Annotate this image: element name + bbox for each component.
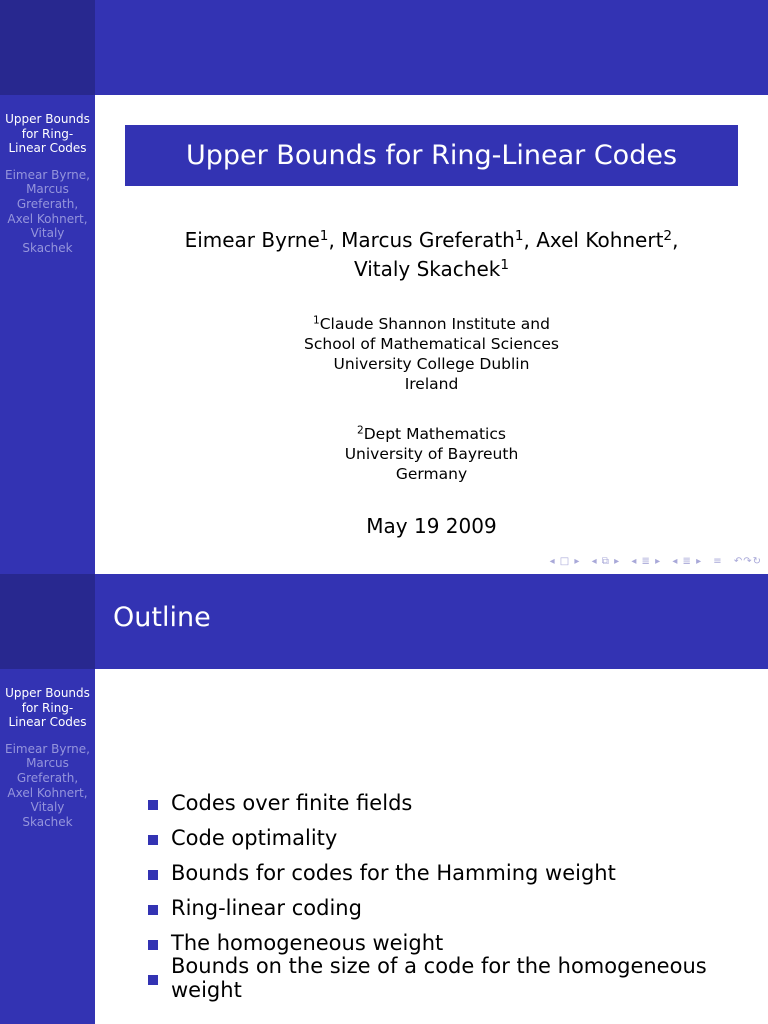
presentation-date: May 19 2009 — [366, 514, 497, 538]
presentation-title — [125, 125, 738, 186]
list-item-text: Bounds for codes for the Hamming weight — [171, 860, 616, 885]
author-name: Axel Kohnert — [536, 228, 664, 252]
sidebar — [0, 95, 95, 574]
list-item-text: Bounds on the size of a code for the homogeneous weight — [171, 953, 707, 1002]
square-bullet-icon — [148, 870, 158, 880]
sidebar-authors[interactable]: Eimear Byrne, Marcus Greferath, Axel Kohnert, Vitaly Skachek — [5, 741, 90, 829]
sidebar-title[interactable]: Upper Bounds for Ring-Linear Codes — [5, 686, 90, 730]
affiliation-line: University of Bayreuth — [344, 445, 519, 463]
list-item — [148, 855, 768, 890]
square-bullet-icon — [148, 835, 158, 845]
author-sup: 1 — [500, 257, 510, 274]
affiliation-line: Germany — [395, 465, 468, 483]
author-name: Marcus Greferath — [341, 228, 515, 252]
list-item — [148, 820, 768, 855]
outline-slide — [0, 574, 768, 1024]
author-name: Eimear Byrne — [184, 228, 320, 252]
author-sup: 1 — [319, 228, 329, 245]
sidebar-authors[interactable]: Eimear Byrne, Marcus Greferath, Axel Kohnert, Vitaly Skachek — [5, 167, 90, 255]
list-item-text: The homogeneous weight — [171, 930, 444, 955]
presentation-title-text: Upper Bounds for Ring-Linear Codes — [185, 140, 678, 171]
sidebar-title[interactable]: Upper Bounds for Ring-Linear Codes — [5, 112, 90, 156]
affiliation-sup: 1 — [313, 314, 320, 327]
affiliation-line: University College Dublin — [333, 355, 530, 373]
beamer-navigation — [543, 556, 762, 567]
affiliation-line: Claude Shannon Institute and — [319, 315, 550, 333]
sidebar — [0, 669, 95, 1024]
author-list: Eimear Byrne$^1$, Marcus Greferath$^1$, Axel Kohnert$^2$, Vitaly Skachek$^1$ — [184, 228, 679, 281]
subsection-nav-icon[interactable]: ◂ ⧉ ▸ — [591, 556, 621, 567]
list-item-text: Codes over finite fields — [171, 790, 413, 815]
list-item — [148, 953, 768, 1002]
list-item-text: Ring-linear coding — [171, 895, 362, 920]
list-item — [148, 785, 768, 820]
search-back-icon[interactable]: ↶↷↻ — [733, 556, 762, 567]
header-bar — [0, 0, 768, 95]
author-sup: 2 — [663, 228, 673, 245]
frame-title: Outline — [113, 602, 211, 633]
affiliation-line: School of Mathematical Sciences — [304, 335, 559, 353]
author-name: Vitaly Skachek — [353, 257, 501, 281]
list-item-text: Code optimality — [171, 825, 338, 850]
affiliation-1 — [95, 314, 768, 394]
frame-nav-icon[interactable]: ◂ □ ▸ — [549, 556, 581, 567]
author-sup: 1 — [514, 228, 524, 245]
affiliation-2 — [95, 424, 768, 484]
affiliation-line: Dept Mathematics — [363, 425, 506, 443]
outline-list — [148, 785, 768, 1002]
square-bullet-icon — [148, 905, 158, 915]
logo-corner — [0, 574, 95, 669]
logo-corner — [0, 0, 95, 95]
square-bullet-icon — [148, 975, 158, 985]
subsection-list-nav-icon[interactable]: ◂ ≣ ▸ — [672, 556, 703, 567]
affiliation-sup: 2 — [357, 424, 364, 437]
toc-nav-icon[interactable]: ≡ — [713, 556, 723, 567]
section-nav-icon[interactable]: ◂ ≣ ▸ — [631, 556, 662, 567]
square-bullet-icon — [148, 800, 158, 810]
list-item — [148, 890, 768, 925]
square-bullet-icon — [148, 940, 158, 950]
affiliation-line: Ireland — [404, 375, 459, 393]
